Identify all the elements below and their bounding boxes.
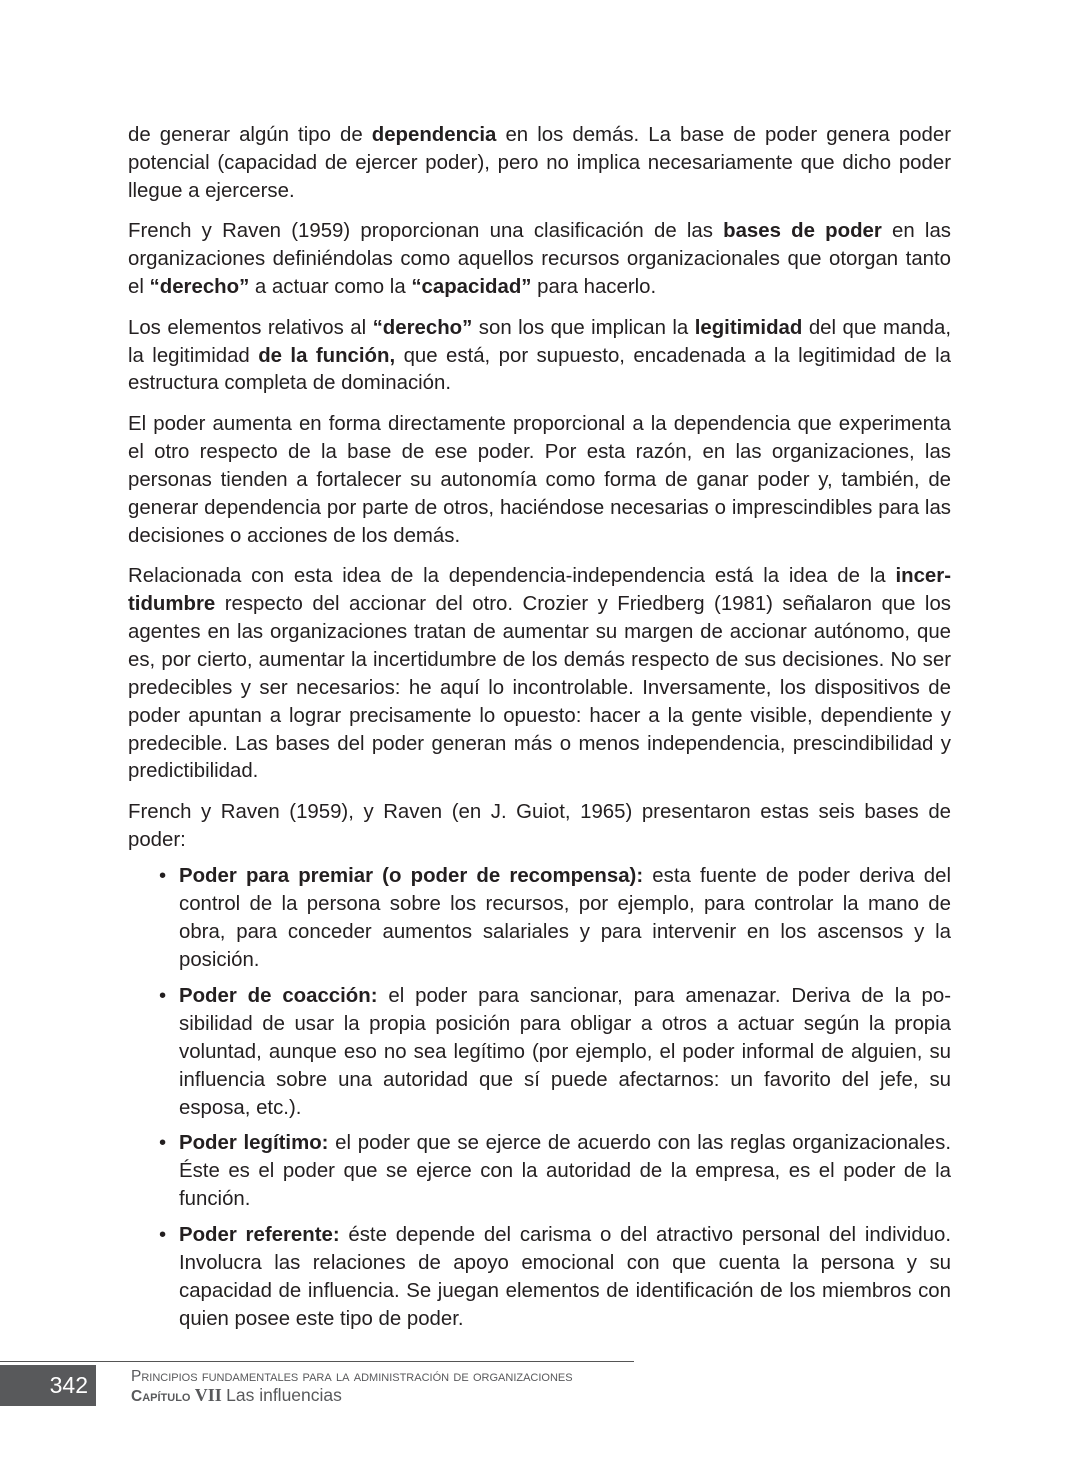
text-run: esta fuente de poder deriva del control de la persona sobre los recursos, por ejemplo, para controlar la mano de obra, para conceder aumentos salariales y para intervenir en los ascensos y la posición. [179, 865, 951, 972]
bold-term: legitimidad [694, 316, 803, 339]
text-run: que está, por supuesto, encadenada a la legitimidad de la estructura completa de dominación. [128, 344, 951, 395]
text-run: French y Raven (1959) proporcionan una clasificación de las [128, 220, 724, 243]
text-run: en los demás. La base de poder genera poder potencial (capacidad de ejercer poder), pero no implica necesariamente que dicho poder llegue a ejercerse. [128, 124, 951, 202]
text-run: en las organizaciones definiéndolas como aquellos recursos organizacionales que otorgan tanto el [128, 220, 951, 299]
chapter-label: Capítulo [131, 1388, 191, 1405]
running-footer [131, 1367, 573, 1406]
text-run: a actuar como la [249, 276, 412, 299]
chapter-title: Las influencias [226, 1385, 342, 1405]
paragraph [128, 411, 951, 551]
bold-term: “derecho” [149, 276, 250, 299]
bold-term: de la función, [258, 344, 396, 367]
footer-divider [0, 1361, 634, 1362]
list-item [179, 1222, 951, 1334]
book-title: Principios fundamentales para la administración de organizaciones [131, 1368, 573, 1385]
body-text [128, 122, 951, 1342]
text-run: para hacerlo. [531, 276, 657, 299]
chapter-number: VII [194, 1385, 222, 1405]
text-run: éste depende del carisma o del atractivo personal del individuo. Involucra las relaciones de apoyo emocional con que cuenta la persona y su capacidad de influencia. Se juegan elementos de identificación de los miembros con quien posee este tipo de poder. [179, 1224, 952, 1330]
text-run: Los elementos relativos al [128, 316, 373, 339]
text-run: del que manda, la legitimidad [128, 316, 951, 367]
text-run: de generar algún tipo de [128, 124, 372, 146]
bold-term: Poder de coacción: [179, 984, 378, 1007]
paragraph [128, 315, 951, 399]
text-run: French y Raven (1959), y Raven (en J. Guiot, 1965) presentaron estas seis bases de poder: [128, 800, 951, 851]
bold-term: Poder para premiar (o poder de recompensa): [179, 865, 644, 888]
bold-term: bases de poder [723, 220, 882, 243]
paragraph [128, 218, 951, 302]
list-item [179, 983, 951, 1123]
paragraph [128, 122, 951, 206]
bold-term: dependencia [371, 124, 497, 146]
page-number: 342 [0, 1365, 96, 1406]
bold-term: incertidumbre [128, 565, 951, 615]
text-run: respecto del accionar del otro. Crozier y Friedberg (1981) señalaron que los agentes en las organizaciones tratan de aumentar su margen de accionar autónomo, que es, por cierto, aumentar la incertidumbre de los demás respecto de sus decisiones. No ser predecibles y ser necesarios: he aquí lo incontrolable. Inversamente, los dispositivos de poder apuntan a lograr precisamente lo opuesto: hacer a la gente visible, dependiente y predecible. Las bases del poder generan más o menos independencia, prescindibilidad y predictibilidad. [128, 592, 951, 783]
list-item [179, 863, 951, 975]
bold-term: Poder legítimo: [179, 1132, 329, 1155]
text-run: el poder que se ejerce de acuerdo con las reglas organizacionales. Éste es el poder que se ejerce con la autoridad de la empresa, es el poder de la función. [179, 1132, 951, 1211]
bold-term: “capacidad” [411, 276, 532, 299]
bold-term: Poder referente: [179, 1224, 340, 1247]
text-run: son los que implican la [472, 316, 695, 339]
text-run: Relacionada con esta idea de la dependencia-independencia está la idea de la [128, 565, 896, 588]
paragraph [128, 799, 951, 855]
bold-term: “derecho” [372, 316, 473, 339]
text-run: El poder aumenta en forma directamente proporcional a la dependencia que experimenta el otro respecto de la base de ese poder. Por esta razón, en las organizaciones, las personas tienden a fortalecer su autonomía como forma de ganar poder y, también, de generar dependencia por parte de otros, haciéndose necesarias o imprescindibles para las decisiones o acciones de los demás. [128, 412, 951, 547]
paragraph [128, 563, 951, 786]
list-item [179, 1130, 951, 1214]
text-run: el poder para sancionar, para amenazar. Deriva de la posibilidad de usar la propia posición para obligar a otros a actuar según la propia voluntad, aunque eso no sea legítimo (por ejemplo, el poder informal de alguien, su influencia sobre una autoridad que sí puede afectarnos: un favorito del jefe, su esposa, etc.). [179, 984, 951, 1119]
bases-de-poder-list [128, 863, 951, 1334]
